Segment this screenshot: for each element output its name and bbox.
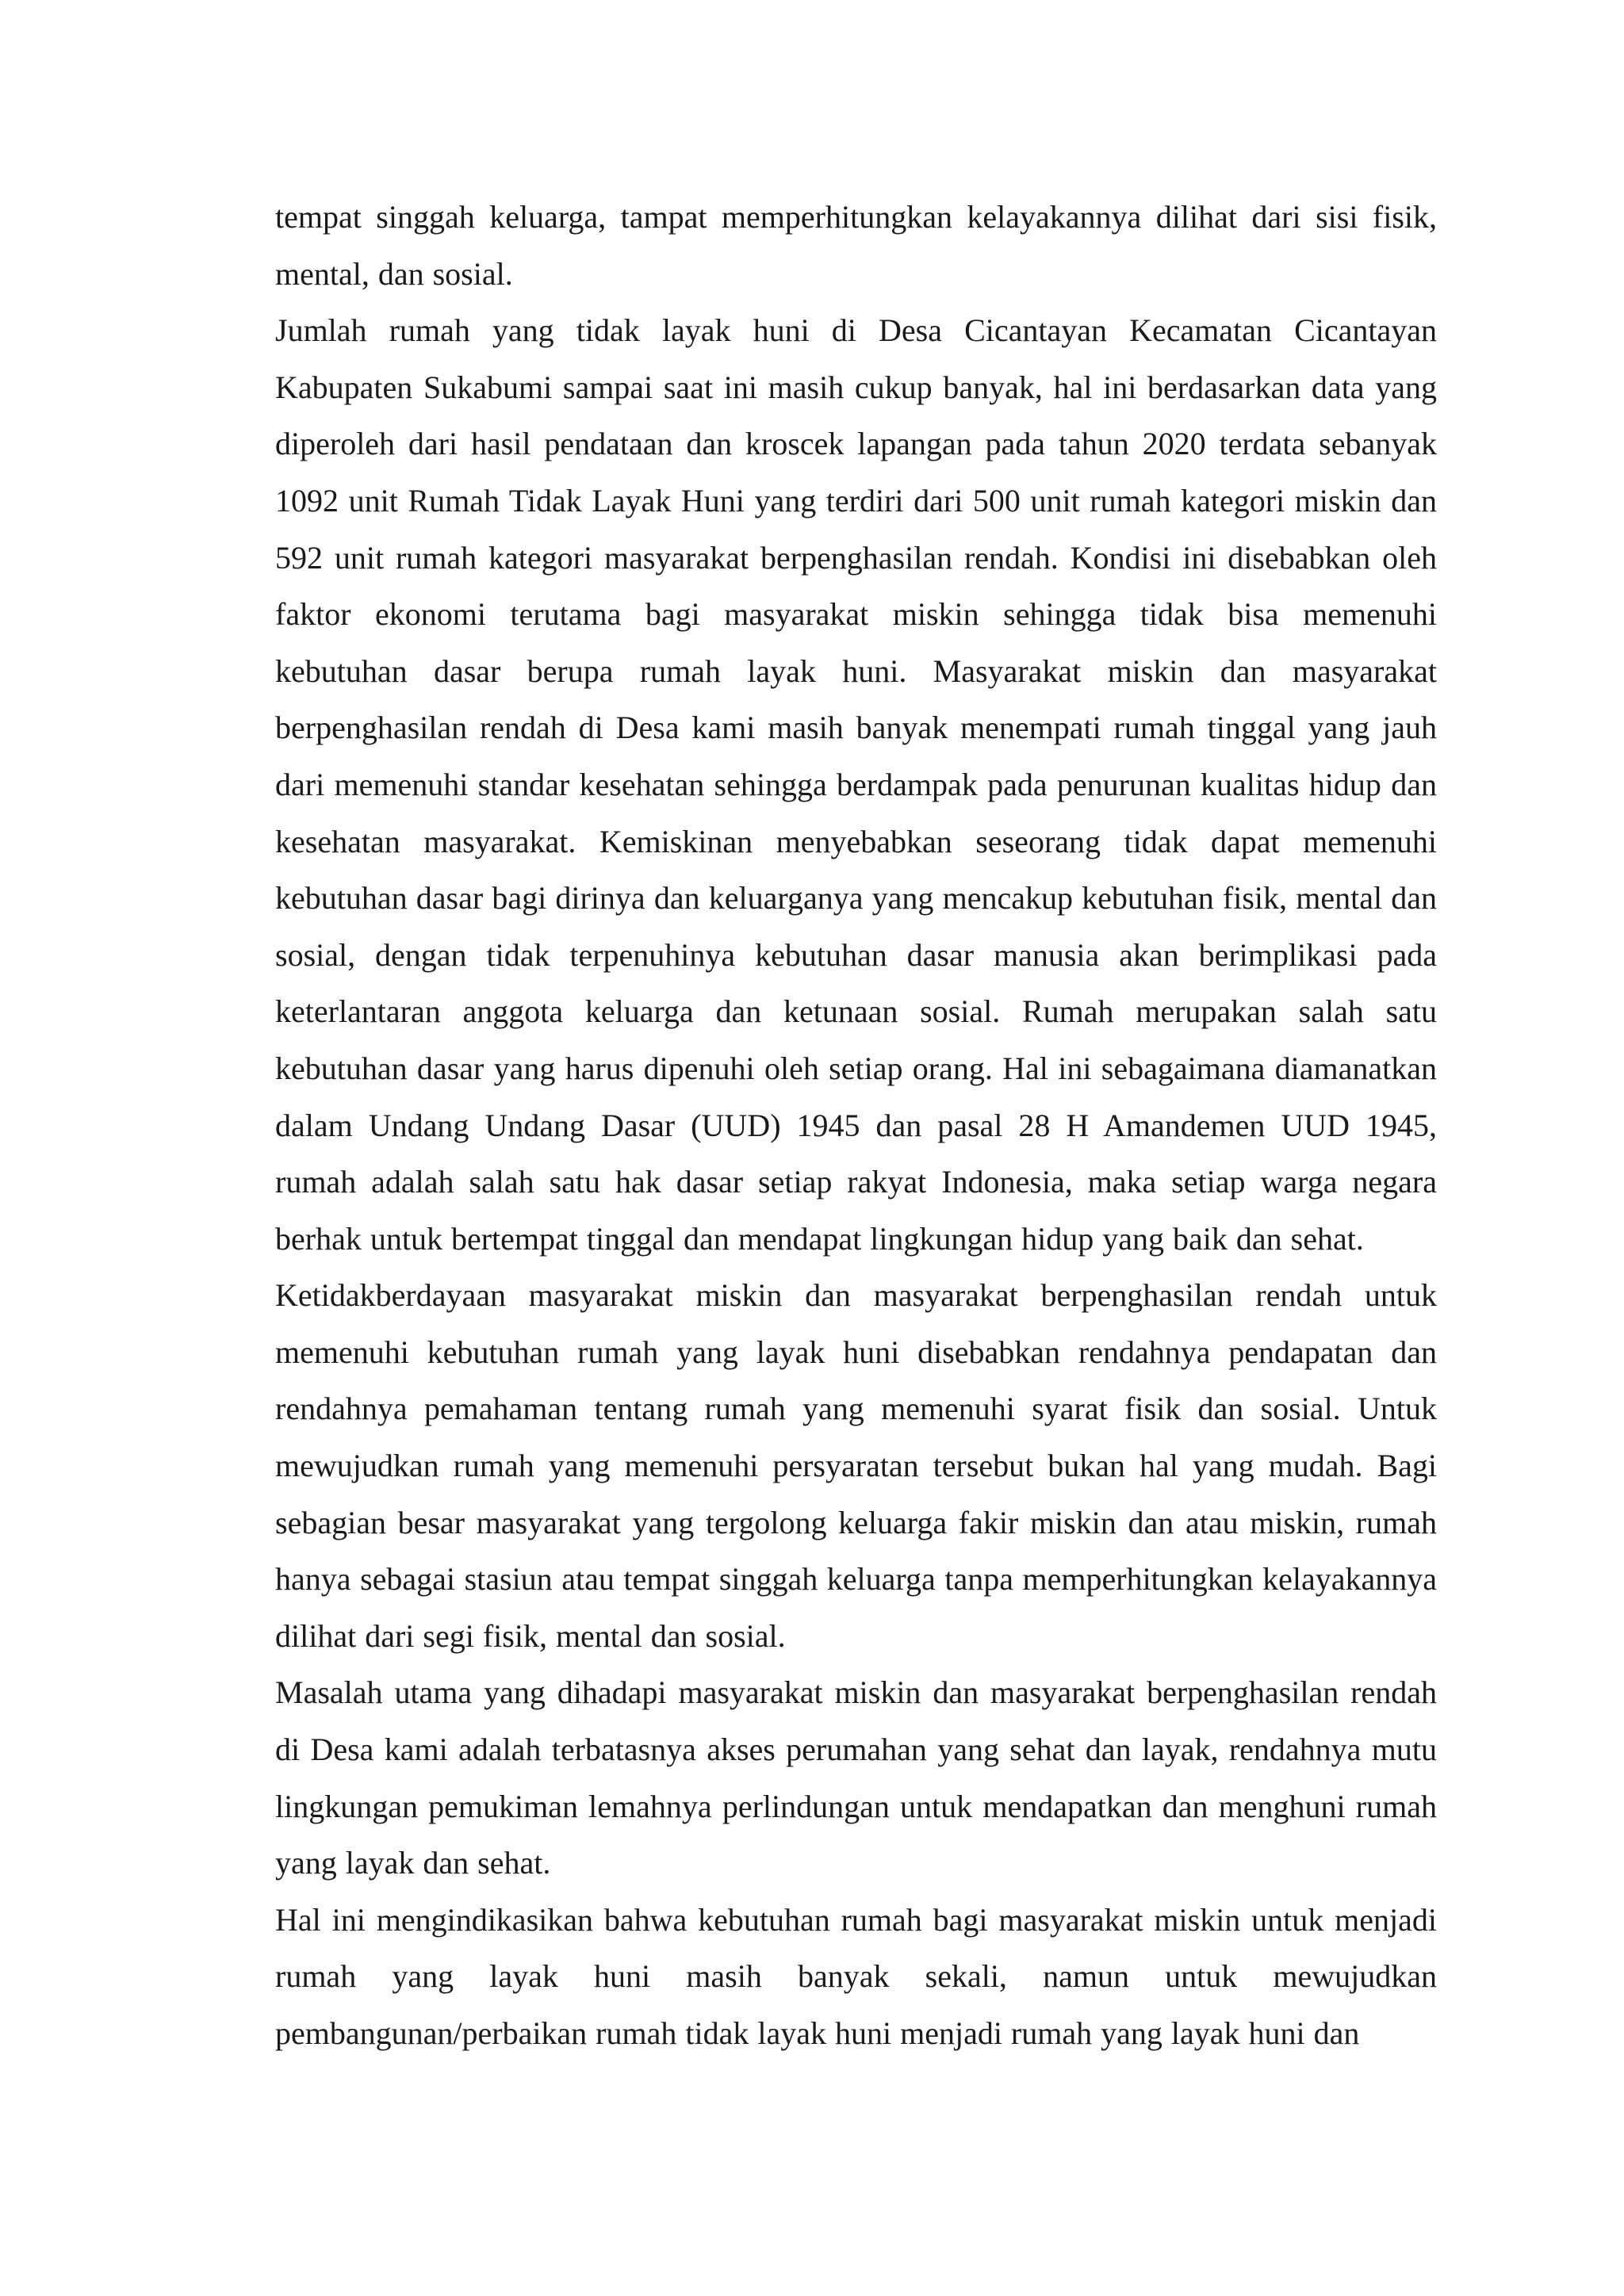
paragraph-4: Masalah utama yang dihadapi masyarakat miskin dan masyarakat berpenghasilan rendah di Desa kami adalah terbatasnya akses perumahan yang sehat dan layak, rendahnya mutu lingkungan pemukiman lemahnya perlindungan untuk mendapatkan dan menghuni rumah yang layak dan sehat.: [275, 1674, 1437, 1881]
paragraph-3: Ketidakberdayaan masyarakat miskin dan masyarakat berpenghasilan rendah untuk memenuhi kebutuhan rumah yang layak huni disebabkan rendahnya pendapatan dan rendahnya pemahaman tentang rumah yang memenuhi syarat fisik dan sosial. Untuk mewujudkan rumah yang memenuhi persyaratan tersebut bukan hal yang mudah. Bagi sebagian besar masyarakat yang tergolong keluarga fakir miskin dan atau miskin, rumah hanya sebagai stasiun atau tempat singgah keluarga tanpa memperhitungkan kelayakannya dilihat dari segi fisik, mental dan sosial.: [275, 1277, 1437, 1654]
paragraph-2: Jumlah rumah yang tidak layak huni di Desa Cicantayan Kecamatan Cicantayan Kabupaten Sukabumi sampai saat ini masih cukup banyak, hal ini berdasarkan data yang diperoleh dari hasil pendataan dan kroscek lapangan pada tahun 2020 terdata sebanyak 1092 unit Rumah Tidak Layak Huni yang terdiri dari 500 unit rumah kategori miskin dan 592 unit rumah kategori masyarakat berpenghasilan rendah. Kondisi ini disebabkan oleh faktor ekonomi terutama bagi masyarakat miskin sehingga tidak bisa memenuhi kebutuhan dasar berupa rumah layak huni. Masyarakat miskin dan masyarakat berpenghasilan rendah di Desa kami masih banyak menempati rumah tinggal yang jauh dari memenuhi standar kesehatan sehingga berdampak pada penurunan kualitas hidup dan kesehatan masyarakat. Kemiskinan menyebabkan seseorang tidak dapat memenuhi kebutuhan dasar bagi dirinya dan keluarganya yang mencakup kebutuhan fisik, mental dan sosial, dengan tidak terpenuhinya kebutuhan dasar manusia akan berimplikasi pada keterlantaran anggota keluarga dan ketunaan sosial. Rumah merupakan salah satu kebutuhan dasar yang harus dipenuhi oleh setiap orang. Hal ini sebagaimana diamanatkan dalam Undang Undang Dasar (UUD) 1945 dan pasal 28 H Amandemen UUD 1945, rumah adalah salah satu hak dasar setiap rakyat Indonesia, maka setiap warga negara berhak untuk bertempat tinggal dan mendapat lingkungan hidup yang baik dan sehat.: [275, 312, 1437, 1257]
body-text: [275, 189, 1437, 2062]
paragraph-5: Hal ini mengindikasikan bahwa kebutuhan rumah bagi masyarakat miskin untuk menjadi rumah yang layak huni masih banyak sekali, namun untuk mewujudkan pembangunan/perbaikan rumah tidak layak huni menjadi rumah yang layak huni dan: [275, 1901, 1437, 2051]
paragraph-1: tempat singgah keluarga, tampat memperhitungkan kelayakannya dilihat dari sisi fisik, mental, dan sosial.: [275, 199, 1437, 292]
